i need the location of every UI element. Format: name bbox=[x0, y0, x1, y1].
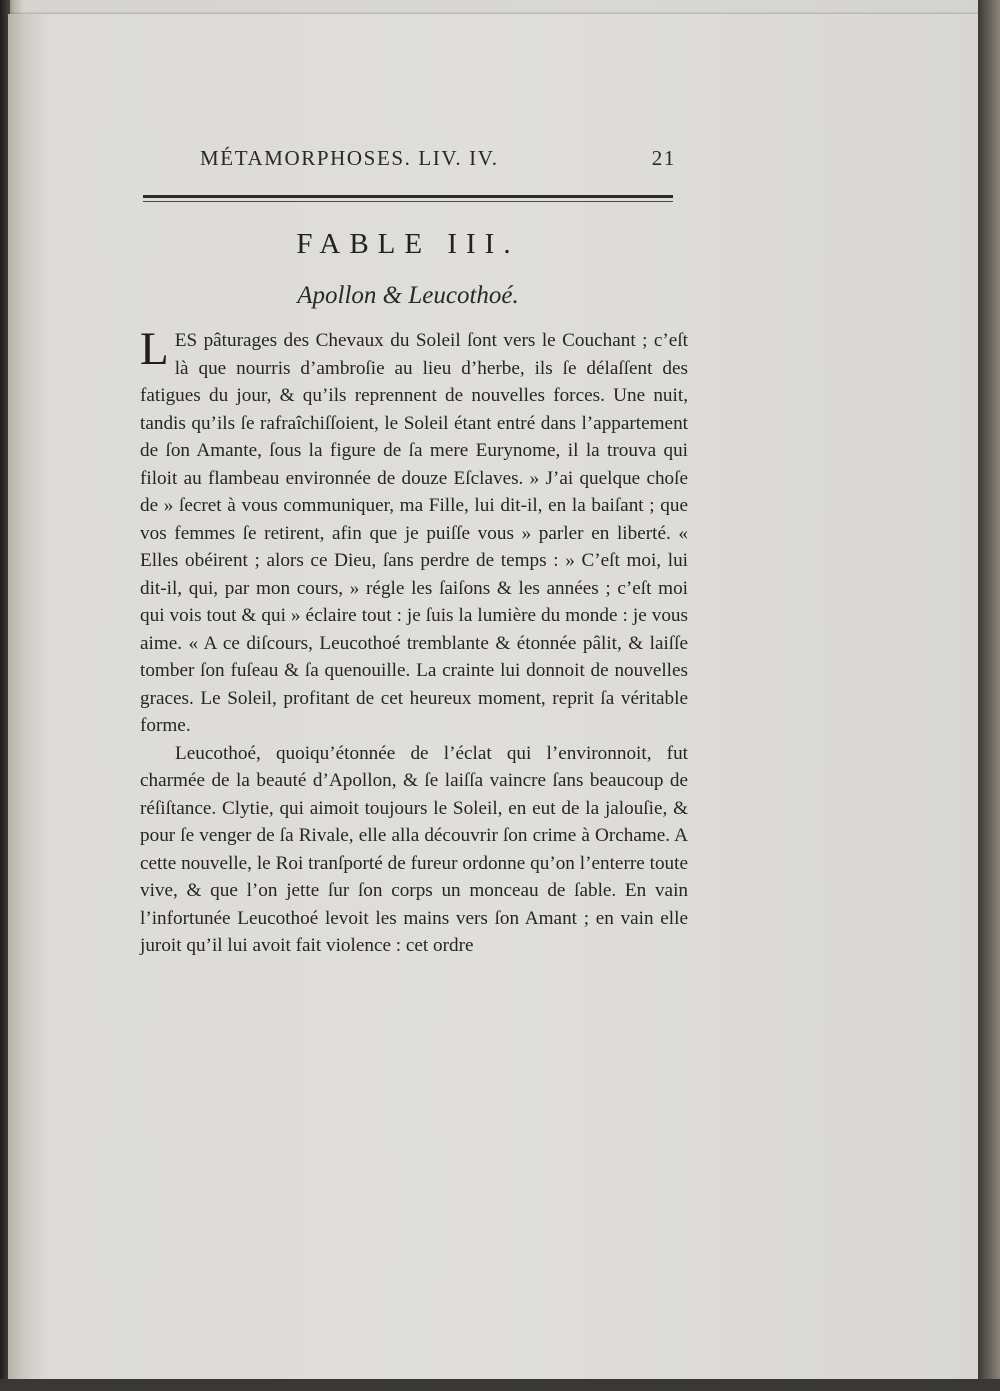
drop-cap: L bbox=[140, 323, 169, 375]
paragraph-2: Leucothoé, quoiqu’étonnée de l’éclat qui l’environnoit, fut charmée de la beauté d’Apollon, & ſe laiſſa vaincre ſans beaucoup de réſiſtance. Clytie, qui aimoit toujours le Soleil, en eut de la jalouſie, & pour ſe venger de ſa Rivale, elle alla découvrir ſon crime à Orchame. A cette nouvelle, le Roi tranſporté de fureur ordonne qu’on l’enterre toute vive, & que l’on jette ſur ſon corps un monceau de ſable. En vain l’infortunée Leucothoé levoit les mains vers ſon Amant ; en vain elle juroit qu’il lui avoit fait violence : cet ordre bbox=[140, 742, 688, 956]
running-head bbox=[200, 146, 680, 170]
fable-title: FABLE III. bbox=[296, 228, 520, 260]
page-edge bbox=[978, 0, 1000, 1391]
scan-bottom-edge bbox=[0, 1379, 1000, 1391]
fable-subtitle: Apollon & Leucothoé. bbox=[297, 282, 519, 309]
page-number: 21 bbox=[651, 146, 676, 170]
body-text bbox=[140, 323, 688, 960]
header-rule bbox=[143, 195, 673, 198]
header-rule-thin bbox=[143, 201, 673, 202]
paragraph-1 bbox=[140, 323, 688, 740]
paragraph-1-text: ES pâturages des Chevaux du Soleil ſont vers le Couchant ; c’eſt là que nourris d’ambroſie au lieu d’herbe, ils ſe délaſſent des fatigues du jour, & qu’ils reprennent de nouvelles forces. Une nuit, tandis qu’ils ſe rafraîchiſſoient, le Soleil étant entré dans l’appartement de ſon Amante, ſous la figure de ſa mere Eurynome, il la trouva qui filoit au flambeau environnée de douze Eſclaves. » J’ai quelque choſe de » ſecret à vous communiquer, ma Fille, lui dit-il, en la baiſant ; que vos femmes ſe retirent, afin que je puiſſe vous » parler en liberté. « Elles obéirent ; alors ce Dieu, ſans perdre de temps : » C’eſt moi, lui dit-il, qui, par mon cours, » régle les ſaiſons & les années ; c’eſt moi qui vois tout & qui » éclaire tout : je ſuis la lumière du monde : je vous aime. « A ce diſcours, Leucothoé tremblante & étonnée pâlit, & laiſſe tomber ſon fuſeau & ſa quenouille. La crainte lui donnoit de nouvelles graces. Le Soleil, profitant de cet heureux moment, reprit ſa véritable forme. bbox=[140, 330, 688, 736]
running-head-title: MÉTAMORPHOSES. LIV. IV. bbox=[200, 146, 499, 170]
